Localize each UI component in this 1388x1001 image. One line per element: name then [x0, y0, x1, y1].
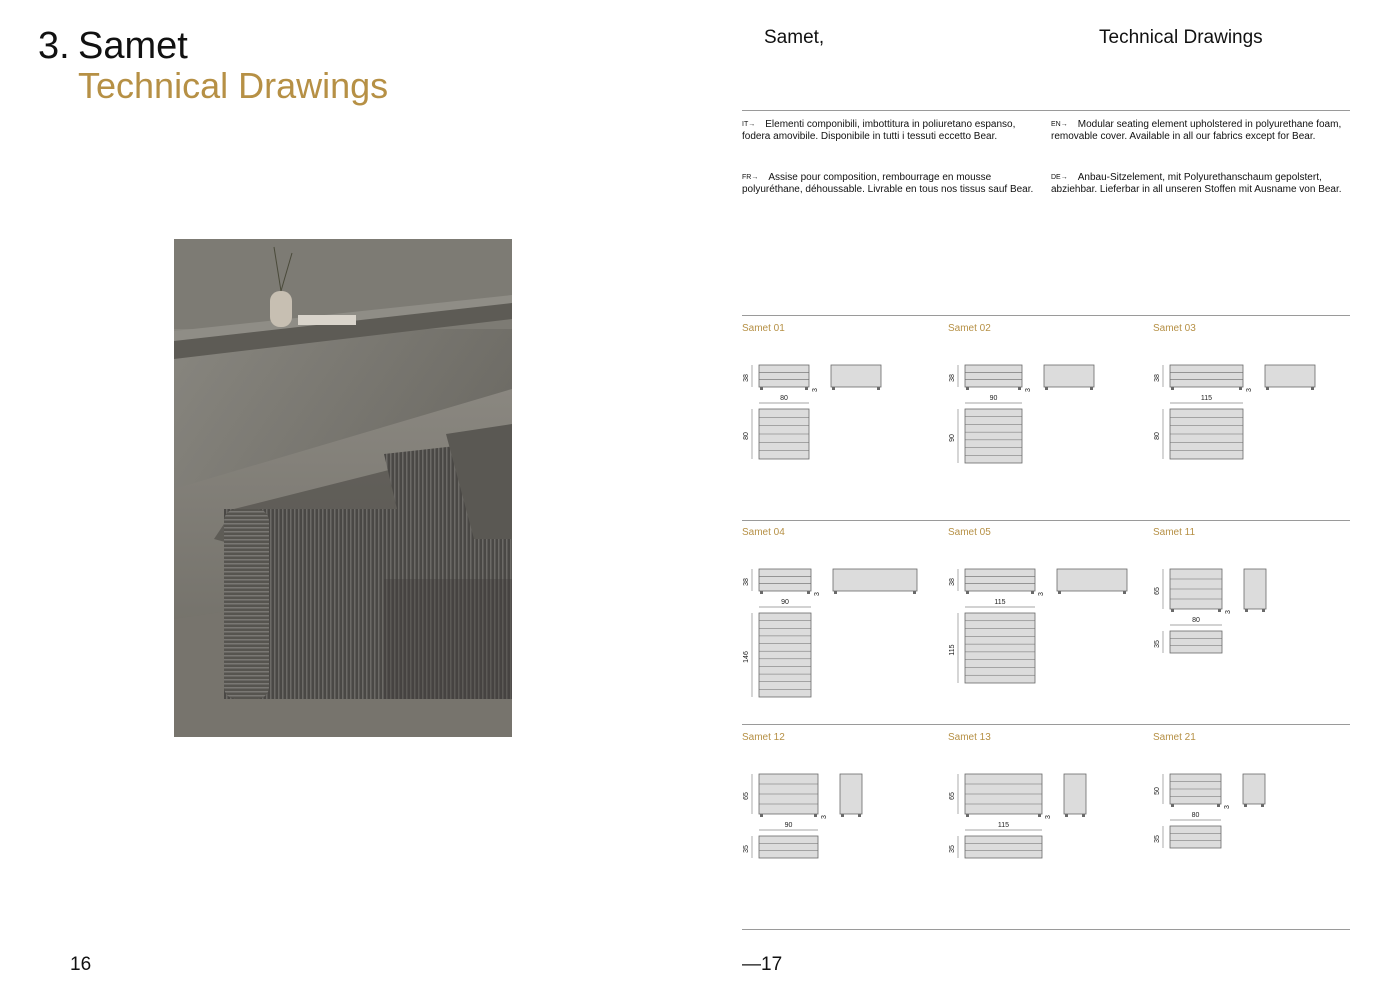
foot-dimension-label: 3	[1225, 610, 1232, 614]
foot-dimension-label: 3	[1025, 388, 1032, 392]
model-samet-01	[742, 323, 942, 513]
width-dimension-label: 115	[997, 822, 1010, 829]
foot	[841, 814, 844, 817]
width-dimension-label: 115	[1200, 395, 1213, 402]
front-elevation	[759, 365, 809, 387]
side-elevation	[1243, 774, 1265, 804]
foot-dimension-label: 3	[1246, 388, 1253, 392]
model-samet-05	[948, 527, 1148, 717]
height-dimension-label: 65	[1154, 587, 1161, 595]
foot	[966, 814, 969, 817]
top-view	[759, 613, 811, 697]
width-dimension-label: 90	[784, 822, 793, 829]
foot	[1244, 804, 1247, 807]
foot	[1065, 814, 1068, 817]
foot	[760, 591, 763, 594]
front-elevation	[965, 365, 1022, 387]
language-code: FR→	[742, 174, 759, 181]
foot	[1018, 387, 1021, 390]
foot	[966, 387, 969, 390]
section-title: Samet	[78, 25, 188, 67]
foot	[1266, 387, 1269, 390]
side-elevation	[1057, 569, 1127, 591]
model-name: Samet 04	[742, 527, 785, 538]
depth-dimension-label: 35	[1154, 640, 1161, 648]
foot	[1045, 387, 1048, 390]
top-view	[965, 409, 1022, 463]
front-elevation	[759, 569, 811, 591]
foot	[1245, 609, 1248, 612]
depth-dimension-label: 80	[743, 432, 750, 440]
language-code: EN→	[1051, 121, 1068, 128]
foot	[877, 387, 880, 390]
foot	[1123, 591, 1126, 594]
side-elevation	[1265, 365, 1315, 387]
width-dimension-label: 80	[1192, 617, 1200, 624]
height-dimension-label: 65	[949, 792, 956, 800]
foot	[1217, 804, 1220, 807]
top-view	[759, 836, 818, 858]
divider-row-3	[742, 724, 1350, 725]
model-name: Samet 12	[742, 732, 785, 743]
technical-drawing	[1153, 337, 1353, 507]
section-subtitle: Technical Drawings	[78, 65, 389, 106]
description-it	[742, 119, 1037, 143]
height-dimension-label: 38	[743, 578, 750, 586]
model-name: Samet 01	[742, 323, 785, 334]
width-dimension-label: 115	[994, 599, 1006, 606]
side-elevation	[1064, 774, 1086, 814]
foot	[1058, 591, 1061, 594]
foot	[832, 387, 835, 390]
height-dimension-label: 65	[743, 792, 750, 800]
model-samet-04	[742, 527, 942, 717]
sofa-photo-illustration	[174, 239, 512, 737]
description-en	[1051, 119, 1346, 143]
height-dimension-label: 38	[743, 374, 750, 382]
model-samet-11	[1153, 527, 1353, 717]
technical-drawing	[948, 337, 1148, 507]
depth-dimension-label: 146	[743, 651, 750, 663]
section-number: 3.	[38, 25, 70, 67]
side-elevation	[833, 569, 917, 591]
technical-drawing	[1153, 541, 1353, 721]
description-text: Assise pour composition, rembourrage en mousse polyuréthane, déhoussable. Livrable en tous nos tissus sauf Bear.	[742, 172, 1034, 195]
model-samet-02	[948, 323, 1148, 513]
foot	[1171, 387, 1174, 390]
foot	[805, 387, 808, 390]
front-elevation	[1170, 365, 1243, 387]
model-name: Samet 21	[1153, 732, 1196, 743]
description-text: Modular seating element upholstered in polyurethane foam, removable cover. Available in all our fabrics except for Bear.	[1051, 119, 1342, 142]
header-product-name: Samet,	[764, 27, 825, 48]
technical-drawing	[742, 337, 942, 507]
foot	[913, 591, 916, 594]
foot	[858, 814, 861, 817]
top-view	[965, 836, 1042, 858]
foot-dimension-label: 3	[821, 815, 828, 819]
foot-dimension-label: 3	[1038, 592, 1045, 596]
divider-row-2	[742, 520, 1350, 521]
divider-row-1	[742, 315, 1350, 316]
model-name: Samet 11	[1153, 527, 1196, 538]
foot	[760, 387, 763, 390]
model-name: Samet 03	[1153, 323, 1196, 334]
side-elevation	[1044, 365, 1094, 387]
technical-drawing	[742, 746, 942, 916]
depth-dimension-label: 90	[949, 434, 956, 442]
language-code: IT→	[742, 121, 756, 128]
model-samet-03	[1153, 323, 1353, 513]
page-number-left: 16	[70, 954, 92, 975]
top-view	[965, 613, 1035, 683]
model-name: Samet 05	[948, 527, 991, 538]
description-text: Anbau-Sitzelement, mit Polyurethanschaum gepolstert, abziehbar. Lieferbar in all unseren Stoffen mit Ausname von Bear.	[1051, 172, 1342, 195]
sofa-photo	[174, 239, 512, 737]
foot	[1262, 609, 1265, 612]
model-samet-21	[1153, 732, 1353, 922]
page-number-right: —17	[742, 954, 783, 975]
side-elevation	[1244, 569, 1266, 609]
side-elevation	[840, 774, 862, 814]
header-section-name: Technical Drawings	[1099, 27, 1263, 48]
depth-dimension-label: 35	[1154, 835, 1161, 843]
foot	[1031, 591, 1034, 594]
technical-drawing	[948, 541, 1148, 721]
foot	[1171, 609, 1174, 612]
width-dimension-label: 80	[780, 395, 788, 402]
top-view	[1170, 826, 1221, 848]
width-dimension-label: 90	[781, 599, 789, 606]
foot	[814, 814, 817, 817]
top-view	[1170, 631, 1222, 653]
foot	[1239, 387, 1242, 390]
depth-dimension-label: 115	[949, 644, 956, 656]
description-de	[1051, 172, 1346, 196]
language-code: DE→	[1051, 174, 1068, 181]
foot-dimension-label: 3	[1045, 815, 1052, 819]
foot	[760, 814, 763, 817]
model-name: Samet 02	[948, 323, 991, 334]
foot	[1090, 387, 1093, 390]
model-samet-12	[742, 732, 942, 922]
foot	[1171, 804, 1174, 807]
front-elevation	[965, 569, 1035, 591]
width-dimension-label: 90	[989, 395, 998, 402]
height-dimension-label: 38	[1154, 374, 1161, 382]
height-dimension-label: 38	[949, 578, 956, 586]
foot	[1082, 814, 1085, 817]
model-name: Samet 13	[948, 732, 991, 743]
foot-dimension-label: 3	[1224, 805, 1231, 809]
depth-dimension-label: 80	[1154, 432, 1161, 440]
description-text: Elementi componibili, imbottitura in poliuretano espanso, fodera amovibile. Disponibile in tutti i tessuti eccetto Bear.	[742, 119, 1016, 142]
height-dimension-label: 38	[949, 374, 956, 382]
height-dimension-label: 50	[1154, 787, 1161, 795]
depth-dimension-label: 35	[949, 845, 956, 853]
description-fr	[742, 172, 1037, 196]
technical-drawing	[948, 746, 1148, 916]
technical-drawing	[742, 541, 942, 721]
divider-top	[742, 110, 1350, 111]
foot-dimension-label: 3	[812, 388, 819, 392]
foot	[1038, 814, 1041, 817]
depth-dimension-label: 35	[743, 845, 750, 853]
foot	[807, 591, 810, 594]
foot	[1311, 387, 1314, 390]
technical-drawing	[1153, 746, 1353, 916]
foot-dimension-label: 3	[814, 592, 821, 596]
foot	[1218, 609, 1221, 612]
model-samet-13	[948, 732, 1148, 922]
foot	[966, 591, 969, 594]
foot	[1261, 804, 1264, 807]
divider-bottom	[742, 929, 1350, 930]
width-dimension-label: 80	[1191, 812, 1200, 819]
foot	[834, 591, 837, 594]
side-elevation	[831, 365, 881, 387]
